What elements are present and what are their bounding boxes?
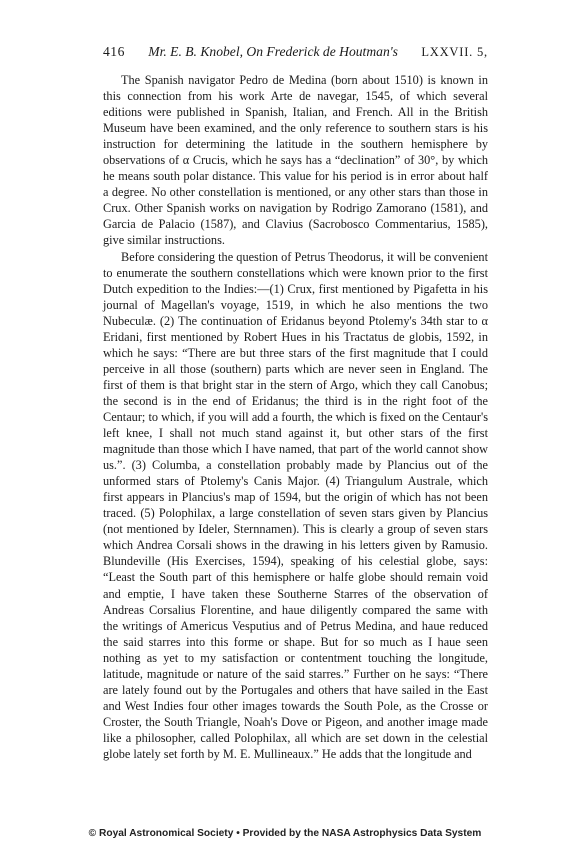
paragraph-southern-constellations: Before considering the question of Petrus Theodorus, it will be convenient to enumerate the southern constellations which were known prior to the first Dutch expedition to the Indies:—(1) Crux, first mentioned by Pigafetta in his journal of Magellan's voyage, 1519, in which he also mentions the two Nubeculæ. (2) The continuation of Eridanus beyond Ptolemy's 34th star to α Eridani, first mentioned by Robert Hues in his Tractatus de globis, 1592, in which he says: “There are but three stars of the first magnitude that I could perceive in all those (southern) parts which are never seen in England. The first of them is that bright star in the stern of Argo, which they call Canobus; the second is in the end of Eridanus; the third is in the right foot of the Centaur; to which, if you will add a fourth, the which is fixed on the Centaur's left knee, I shall not much stand against it, but other stars of the first magnitude than those which I have named, that part of the world cannot show us.”. (3) Columba, a constellation probably made by Plancius out of the unformed stars of Ptolemy's Canis Major. (4) Triangulum Australe, which first appears in Plancius's map of 1594, but the origin of which has not been traced. (5) Polophilax, a large constellation of seven stars given by Plancius (not mentioned by Ideler, Sternnamen). This is clearly a group of seven stars which Andrea Corsali shows in the drawing in his letters given by Ramusio. Blundeville (His Exercises, 1594), speaking of his celestial globe, says: “Least the South part of this hemisphere or halfe globe should remain void and emptie, I have taken these Southerne Starres of the observation of Andreas Corsalius Florentine, and haue diligently compared the same with the writings of Americus Vesputius and of Petrus Medina, and haue reduced the said starres into this forme or shape. But for so much as I haue seen nothing as yet to my satisfaction or contentment touching the longitude, latitude, magnitude or nature of the said starres.” Further on he says: “There are lately found out by the Portugales and others that have sailed in the East and West Indies four other images towards the South Pole, as the Crosse or Croster, the South Triangle, Noah's Dove or Pigeon, and another image made like a philosopher, called Polophilax, all which are set down in the celestial globe lately set forth by M. E. Mullineaux.” He adds that the longitude and	[103, 249, 488, 761]
page-header	[103, 44, 488, 60]
footer-credit: © Royal Astronomical Society • Provided by the NASA Astrophysics Data System	[88, 828, 482, 839]
paragraph-medina: The Spanish navigator Pedro de Medina (born about 1510) is known in this connection from his work Arte de navegar, 1545, of which several editions were published in Spanish, Italian, and French. All in the British Museum have been examined, and the only reference to southern stars is his instruction for determining the latitude in the southern hemisphere by observations of α Crucis, which he says has a “declination” of 30°, by which he means south polar distance. This value for his period is in error about half a degree. No other constellation is mentioned, or any other stars than those in Crux. Other Spanish works on navigation by Rodrigo Zamorano (1581), and Garcia de Palacio (1587), and Clavius (Sacrobosco Commentarius, 1585), give similar instructions.	[103, 73, 488, 248]
volume-number: LXXVII. 5,	[421, 45, 488, 59]
page-number: 416	[103, 44, 125, 59]
running-title: Mr. E. B. Knobel, On Frederick de Houtman's	[148, 44, 398, 59]
article-body	[103, 72, 488, 762]
